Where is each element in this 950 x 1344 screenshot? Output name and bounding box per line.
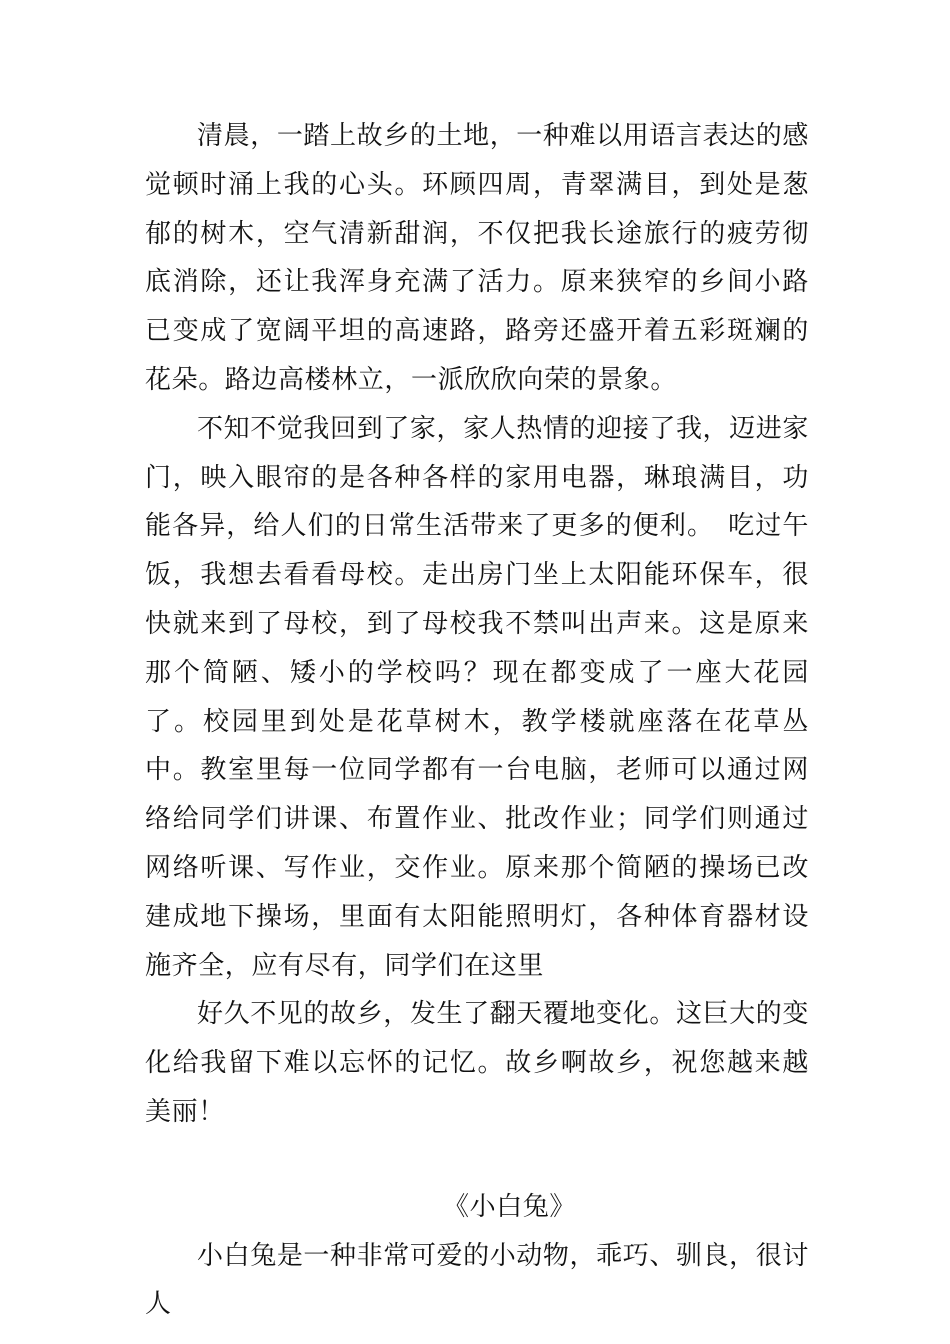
paragraph-2: 不知不觉我回到了家，家人热情的迎接了我，迈进家门，映入眼帘的是各种各样的家用电器，琳琅满目，功能各异，给人们的日常生活带来了更多的便利。 吃过午饭，我想去看看母校。走出房门坐上太阳能环保车，很快就来到了母校，到了母校我不禁叫出声来。这是原来那个简陋、矮小的学校吗？现在都变成了一座大花园了。校园里到处是花草树木，教学楼就座落在花草丛中。教室里每一位同学都有一台电脑，老师可以通过网络给同学们讲课、布置作业、批改作业；同学们则通过网络听课、写作业，交作业。原来那个简陋的操场已改建成地下操场，里面有太阳能照明灯，各种体育器材设施齐全，应有尽有，同学们在这里 bbox=[145, 413, 809, 981]
section-title: 《小白兔》 bbox=[443, 1191, 577, 1222]
section-paragraph: 小白兔是一种非常可爱的小动物，乖巧、驯良，很讨人 bbox=[145, 1240, 809, 1320]
paragraph-1: 清晨，一踏上故乡的土地，一种难以用语言表达的感觉顿时涌上我的心头。环顾四周，青翠满目，到处是葱郁的树木，空气清新甜润，不仅把我长途旅行的疲劳彻底消除，还让我浑身充满了活力。原来狭窄的乡间小路已变成了宽阔平坦的高速路，路旁还盛开着五彩斑斓的花朵。路边高楼林立，一派欣欣向荣的景象。 bbox=[145, 121, 809, 395]
paragraph-3: 好久不见的故乡，发生了翻天覆地变化。这巨大的变化给我留下难以忘怀的记忆。故乡啊故乡，祝您越来越美丽！ bbox=[145, 999, 809, 1127]
document-body bbox=[145, 112, 809, 1329]
